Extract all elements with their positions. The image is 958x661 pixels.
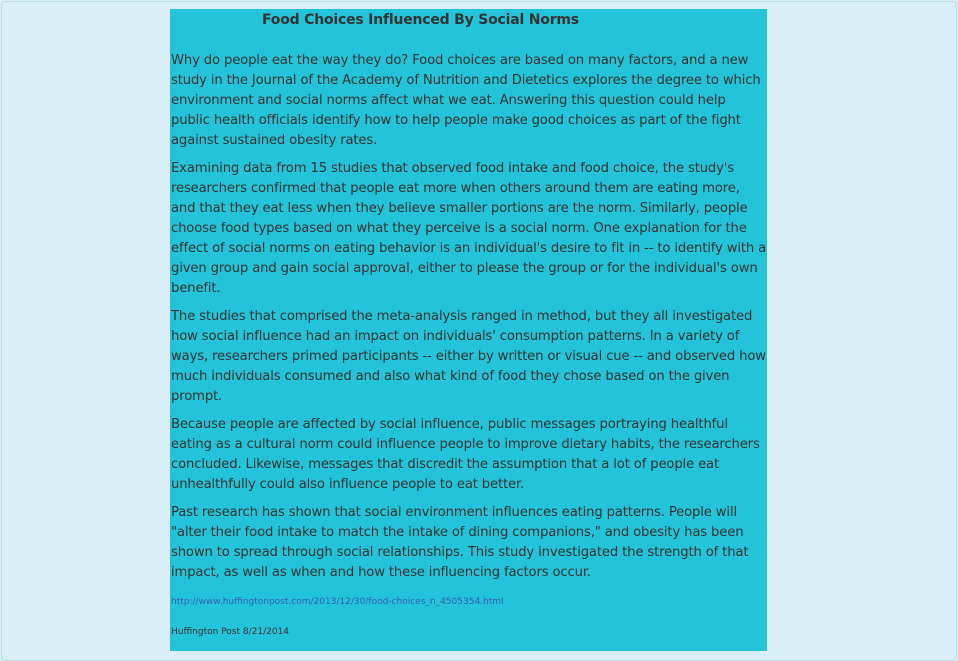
source-attribution: Huffington Post 8/21/2014 (171, 627, 290, 637)
article-paragraph-1: Why do people eat the way they do? Food choices are based on many factors, and a new study in the Journal of the Academy of Nutrition and Dietetics explores the degree to which environment and social norms affect what we eat. Answering this question could help public health officials identify how to help people make good choices as part of the fight against sustained obesity rates. (171, 53, 761, 148)
article-paragraph-5: Past research has shown that social environment influences eating patterns. People will "alter their food intake to match the intake of dining companions," and obesity has been shown to spread through social relationships. This study investigated the strength of that impact, as well as when and how these influencing factors occur. (171, 505, 749, 580)
article-title: Food Choices Influenced By Social Norms (262, 12, 579, 28)
source-link[interactable]: http://www.huffingtonpost.com/2013/12/30/food-choices_n_4505354.html (171, 597, 504, 607)
article-panel (170, 9, 767, 651)
article-body (171, 51, 767, 591)
article-paragraph-2: Examining data from 15 studies that observed food intake and food choice, the study's researchers confirmed that people eat more when others around them are eating more, and that they eat less when they believe smaller portions are the norm. Similarly, people choose food types based on what they perceive is a social norm. One explanation for the effect of social norms on eating behavior is an individual's desire to fit in -- to identify with a given group and gain social approval, either to please the group or for the individual's own benefit. (171, 161, 767, 296)
article-paragraph-4: Because people are affected by social influence, public messages portraying healthful eating as a cultural norm could influence people to improve dietary habits, the researchers concluded. Likewise, messages that discredit the assumption that a lot of people eat unhealthfully could also influence people to eat better. (171, 417, 760, 492)
article-paragraph-3: The studies that comprised the meta-analysis ranged in method, but they all investigated how social influence had an impact on individuals' consumption patterns. In a variety of ways, researchers primed participants -- either by written or visual cue -- and observed how much individuals consumed and also what kind of food they chose based on the given prompt. (171, 309, 766, 404)
